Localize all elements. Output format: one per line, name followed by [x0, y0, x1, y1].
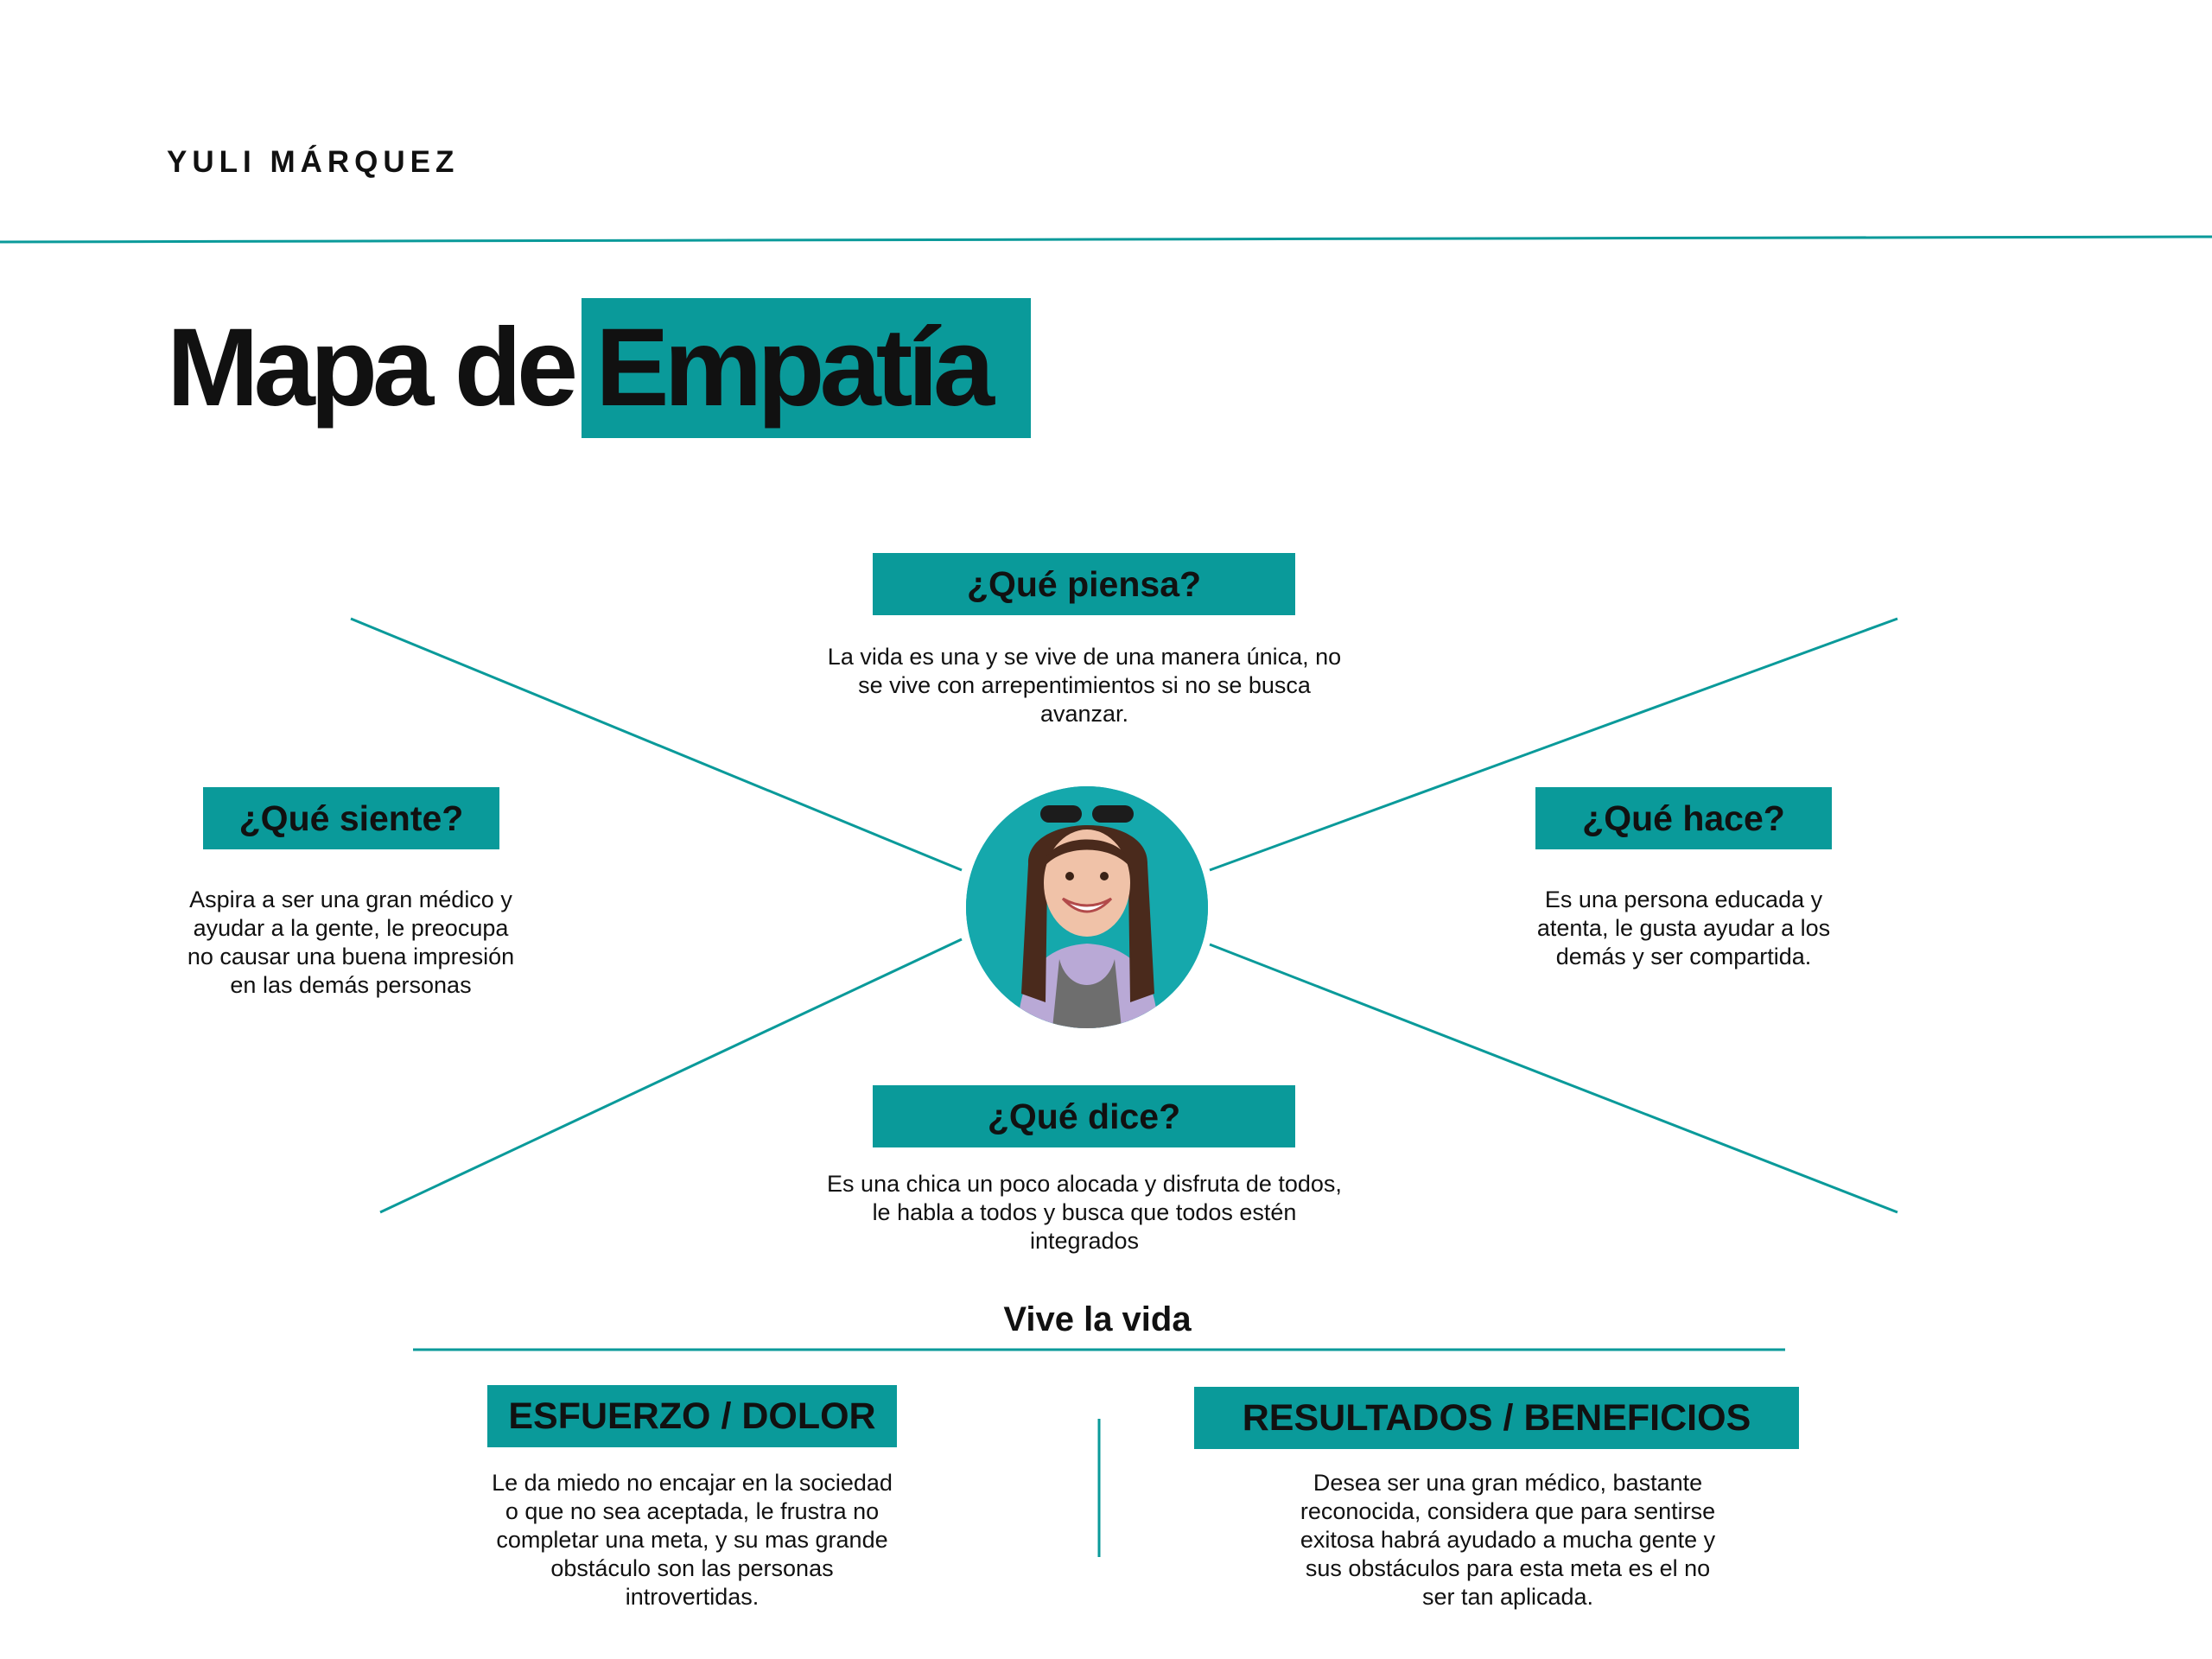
avatar [966, 786, 1208, 1028]
piensa-label: ¿Qué piensa? [873, 553, 1295, 615]
esfuerzo-text: Le da miedo no encajar en la sociedad o que no sea aceptada, le frustra no completar una meta, y su mas grande obstáculo son las personas introvertidas. [492, 1470, 893, 1610]
resultados-text: Desea ser una gran médico, bastante reconocida, considera que para sentirse exitosa habrá ayudado a mucha gente y sus obstáculos para esta meta es el no ser tan aplicada. [1300, 1470, 1716, 1610]
author-name: YULI MÁRQUEZ [167, 145, 460, 179]
hace-text: Es una persona educada y atenta, le gusta ayudar a los demás y ser compartida. [1536, 887, 1831, 969]
person-photo-icon [966, 786, 1208, 1028]
siente-label: ¿Qué siente? [203, 787, 499, 849]
siente-text: Aspira a ser una gran médico y ayudar a la gente, le preocupa no causar una buena impresión en las demás personas [187, 887, 515, 998]
dice-label: ¿Qué dice? [873, 1085, 1295, 1147]
title-highlight: Empatía [582, 298, 1031, 438]
page-title [167, 298, 1031, 438]
piensa-text: La vida es una y se vive de una manera única, no se vive con arrepentimientos si no se busca avanzar. [827, 644, 1342, 727]
dice-text: Es una chica un poco alocada y disfruta de todos, le habla a todos y busca que todos estén integrados [827, 1171, 1342, 1254]
hace-label: ¿Qué hace? [1535, 787, 1832, 849]
header-divider [0, 237, 2212, 242]
motto-text: Vive la vida [1003, 1300, 1192, 1338]
esfuerzo-label: ESFUERZO / DOLOR [487, 1385, 897, 1447]
resultados-label: RESULTADOS / BENEFICIOS [1194, 1387, 1799, 1449]
title-prefix: Mapa de [167, 306, 574, 429]
